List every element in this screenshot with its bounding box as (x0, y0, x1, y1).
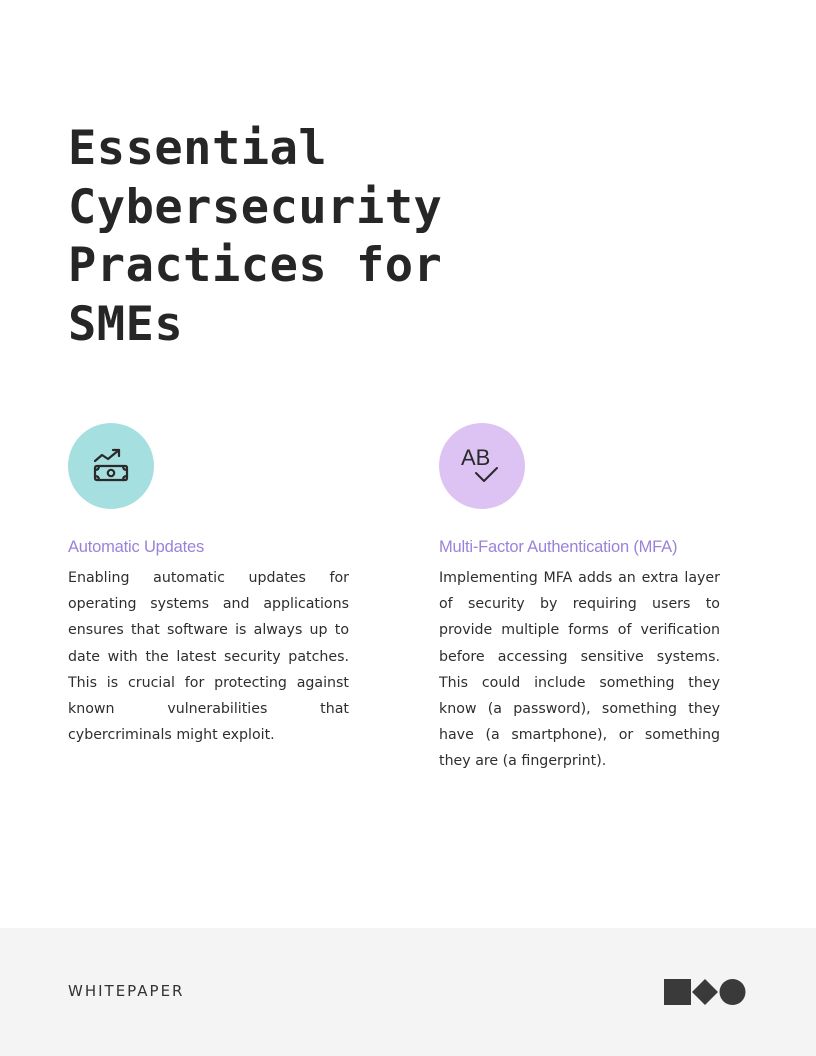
title-line: SMEs (68, 296, 184, 352)
money-trend-up-icon (68, 423, 154, 509)
svg-text:AB: AB (461, 445, 491, 470)
section-automatic-updates (68, 423, 349, 748)
title-line: Practices for (68, 238, 443, 293)
title-line: Cybersecurity (68, 179, 443, 235)
footer-label: WHITEPAPER (68, 982, 185, 1000)
section-body: Implementing MFA adds an extra layer of security by requiring users to provide multiple forms of verification before accessing sensitive systems. This could include something they know (a password), something they have (a smartphone), or something they are (a fingerprint). (439, 570, 720, 770)
section-mfa (439, 423, 720, 775)
footer (0, 928, 816, 1056)
square-diamond-circle-logo (664, 979, 746, 1005)
page-title (68, 120, 508, 354)
section-heading: Multi-Factor Authentication (MFA) (439, 538, 678, 556)
ab-check-icon (439, 423, 525, 509)
title-line: Essential (68, 121, 328, 176)
section-body: Enabling automatic updates for operating systems and applications ensures that software is always up to date with the latest security patches. This is crucial for protecting against known vulnerabilities that cybercriminals might exploit. (68, 570, 349, 744)
section-heading: Automatic Updates (68, 538, 205, 556)
